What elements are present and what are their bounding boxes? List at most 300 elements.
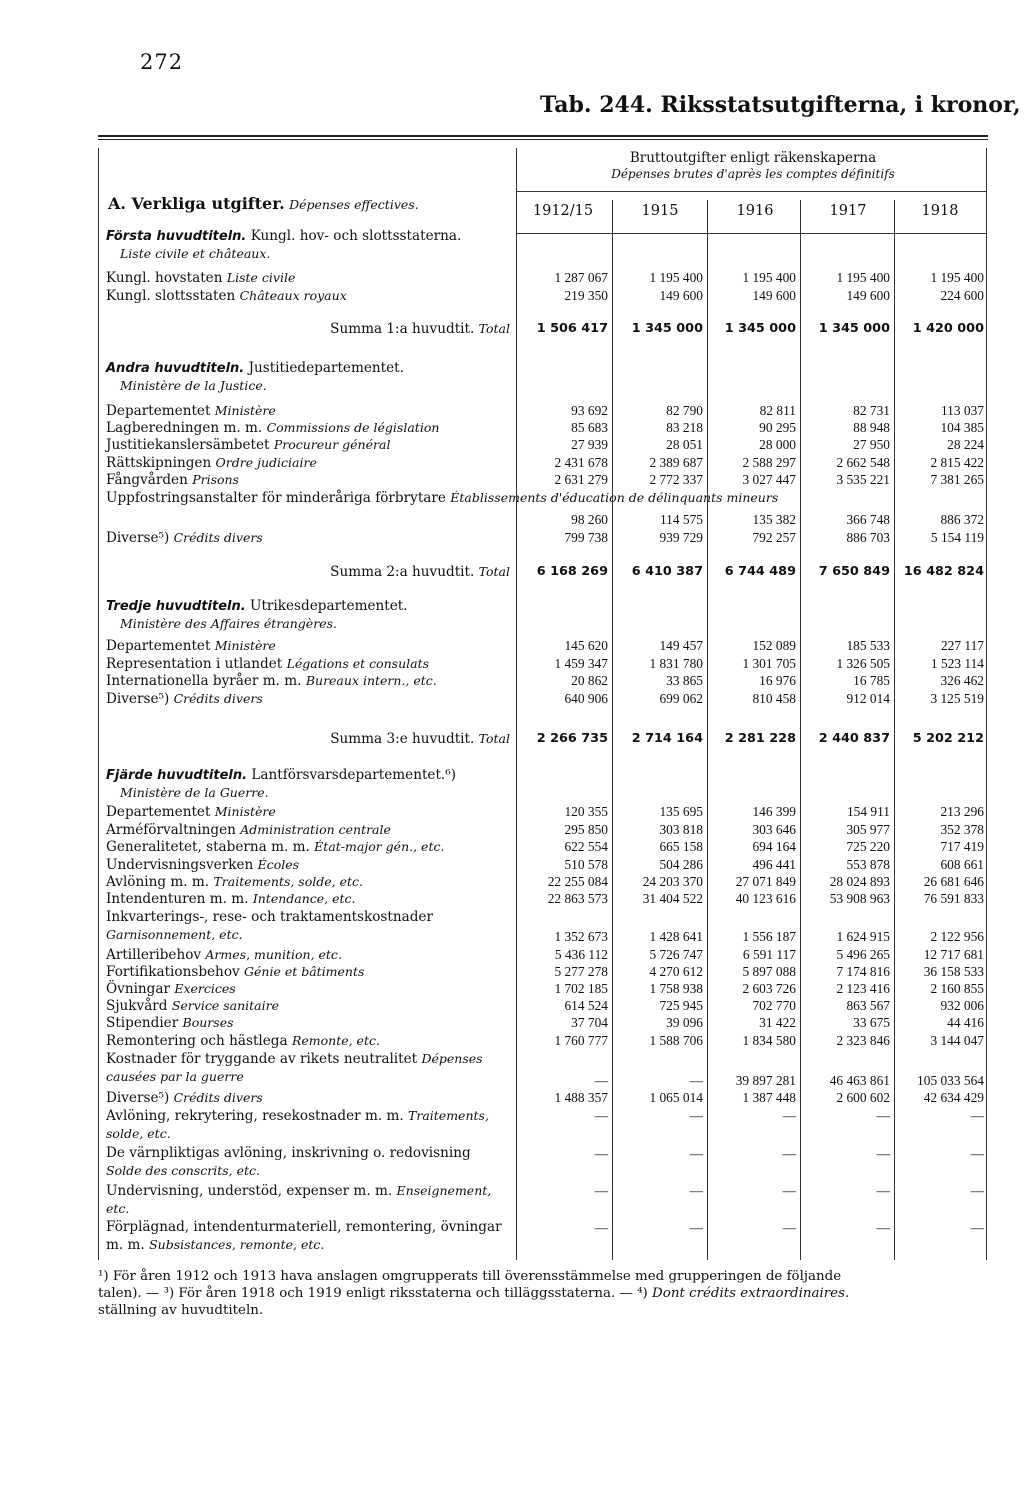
table-title: Tab. 244. Riksstatsutgifterna, i kronor, bbox=[540, 92, 1021, 118]
sum-value: 6 168 269 bbox=[536, 564, 608, 579]
row-label-sv: Diverse⁵) bbox=[106, 530, 170, 546]
row-label bbox=[106, 1032, 510, 1050]
cell-value: 3 535 221 bbox=[836, 472, 890, 487]
sum-value: 2 440 837 bbox=[818, 731, 890, 746]
cell-value: 939 729 bbox=[659, 530, 703, 545]
group-heading-title: Fjärde huvudtiteln. bbox=[106, 768, 248, 783]
cell-value: — bbox=[876, 1183, 890, 1198]
cell-value: 88 948 bbox=[853, 420, 890, 435]
cell-value: 2 431 678 bbox=[554, 455, 608, 470]
sum-label-sv: Summa 2:a huvudtit. bbox=[330, 564, 475, 580]
row-label bbox=[106, 672, 437, 690]
footnote-2-text: talen). — ³) För åren 1918 och 1919 enligt riksstaterna och tilläggsstaterna. — ⁴) bbox=[98, 1286, 648, 1301]
cell-value: 725 945 bbox=[659, 998, 703, 1013]
cell-value: — bbox=[594, 1183, 608, 1198]
row-label bbox=[106, 873, 510, 891]
row-label bbox=[106, 489, 778, 507]
row-label-sv: Fångvården bbox=[106, 472, 188, 488]
cell-value: 699 062 bbox=[659, 691, 703, 706]
cell-value: 622 554 bbox=[564, 839, 608, 854]
row-label bbox=[106, 838, 510, 856]
cell-value: 886 703 bbox=[846, 530, 890, 545]
cell-value: 504 286 bbox=[659, 857, 703, 872]
row-label bbox=[106, 419, 439, 437]
cell-value: 1 523 114 bbox=[930, 656, 984, 671]
cell-value: — bbox=[782, 1183, 796, 1198]
sum-value: 1 345 000 bbox=[631, 321, 703, 336]
cell-value: 22 255 084 bbox=[547, 874, 608, 889]
row-label-fr: Génie et bâtiments bbox=[244, 964, 365, 979]
cell-value: 5 496 265 bbox=[836, 947, 890, 962]
row-label bbox=[106, 1014, 510, 1032]
cell-value: 2 600 602 bbox=[836, 1090, 890, 1105]
row-label bbox=[106, 690, 263, 708]
cell-value: 3 125 519 bbox=[930, 691, 984, 706]
cell-value: 799 738 bbox=[564, 530, 608, 545]
cell-value: 154 911 bbox=[846, 804, 890, 819]
cell-value: 2 122 956 bbox=[930, 929, 984, 944]
cell-value: 1 488 357 bbox=[554, 1090, 608, 1105]
cell-value: 2 815 422 bbox=[930, 455, 984, 470]
row-label-sv: Lagberedningen m. m. bbox=[106, 420, 263, 436]
cell-value: 1 760 777 bbox=[554, 1033, 608, 1048]
cell-value: 26 681 646 bbox=[923, 874, 984, 889]
cell-value: 863 567 bbox=[846, 998, 890, 1013]
cell-value: 149 600 bbox=[846, 288, 890, 303]
row-label bbox=[106, 1107, 510, 1143]
cell-value: 31 404 522 bbox=[642, 891, 703, 906]
row-label-fr: Ordre judiciaire bbox=[215, 455, 317, 470]
cell-value: 2 389 687 bbox=[649, 455, 703, 470]
cell-value: 2 603 726 bbox=[742, 981, 796, 996]
cell-value: 2 588 297 bbox=[742, 455, 796, 470]
cell-value: 1 301 705 bbox=[742, 656, 796, 671]
cell-value: 792 257 bbox=[752, 530, 796, 545]
footnote-2 bbox=[98, 1286, 988, 1302]
left-border bbox=[98, 148, 99, 1260]
cell-value: 39 897 281 bbox=[735, 1073, 796, 1088]
footnote-2-fr: Dont crédits extraordinaires. bbox=[652, 1286, 850, 1301]
cell-value: 5 154 119 bbox=[930, 530, 984, 545]
cell-value: 152 089 bbox=[752, 638, 796, 653]
row-label-sv: Departementet bbox=[106, 638, 211, 654]
row-label bbox=[106, 655, 429, 673]
section-a-title-fr: Dépenses effectives. bbox=[289, 197, 419, 212]
row-label bbox=[106, 963, 510, 981]
cell-value: 39 096 bbox=[666, 1015, 703, 1030]
row-label-fr: Bourses bbox=[182, 1015, 234, 1030]
cell-value: — bbox=[876, 1146, 890, 1161]
cell-value: 114 575 bbox=[659, 512, 703, 527]
cell-value: — bbox=[876, 1220, 890, 1235]
cell-value: 120 355 bbox=[564, 804, 608, 819]
cell-value: 76 591 833 bbox=[923, 891, 984, 906]
cell-value: 46 463 861 bbox=[829, 1073, 890, 1088]
footnote-1: ¹) För åren 1912 och 1913 hava anslagen omgrupperats till överensstämmelse med grupperingen de följande bbox=[98, 1269, 842, 1284]
cell-value: 1 834 580 bbox=[742, 1033, 796, 1048]
cell-value: 185 533 bbox=[846, 638, 890, 653]
cell-value: 2 323 846 bbox=[836, 1033, 890, 1048]
row-label-sv: Kungl. slottsstaten bbox=[106, 288, 236, 304]
sum-label-fr: Total bbox=[478, 731, 510, 746]
cell-value: 912 014 bbox=[846, 691, 890, 706]
header-rule bbox=[516, 191, 986, 192]
row-label-sv: Avlöning m. m. bbox=[106, 874, 210, 890]
cell-value: 5 436 112 bbox=[554, 947, 608, 962]
row-label-sv: Artilleribehov bbox=[106, 947, 202, 963]
row-label-fr: Administration centrale bbox=[240, 822, 391, 837]
cell-value: 149 600 bbox=[752, 288, 796, 303]
cell-value: — bbox=[594, 1108, 608, 1123]
cell-value: 44 416 bbox=[947, 1015, 984, 1030]
row-label-fr: État-major gén., etc. bbox=[314, 839, 445, 854]
cell-value: 213 296 bbox=[940, 804, 984, 819]
top-rule-thin bbox=[98, 139, 988, 140]
cell-value: 303 646 bbox=[752, 822, 796, 837]
sum-value: 2 266 735 bbox=[536, 731, 608, 746]
cell-value: — bbox=[594, 1220, 608, 1235]
row-label-fr: Dépenses causées par la guerre bbox=[106, 1051, 483, 1084]
cell-value: 717 419 bbox=[940, 839, 984, 854]
cell-value: 219 350 bbox=[564, 288, 608, 303]
cell-value: 1 624 915 bbox=[836, 929, 890, 944]
group-heading bbox=[106, 598, 408, 615]
sum-value: 5 202 212 bbox=[912, 731, 984, 746]
cell-value: 1 195 400 bbox=[649, 270, 703, 285]
cell-value: 2 662 548 bbox=[836, 455, 890, 470]
row-label bbox=[106, 803, 510, 821]
sum-value: 6 744 489 bbox=[724, 564, 796, 579]
cell-value: 85 683 bbox=[571, 420, 608, 435]
group-heading-fr: Ministère de la Guerre. bbox=[120, 785, 269, 800]
group-heading-fr: Liste civile et châteaux. bbox=[120, 246, 271, 261]
sum-value: 1 506 417 bbox=[536, 321, 608, 336]
row-label-sv: Uppfostringsanstalter för minderåriga förbrytare bbox=[106, 490, 446, 506]
sum-value: 1 345 000 bbox=[724, 321, 796, 336]
row-label-fr: Ministère bbox=[214, 804, 276, 819]
cell-value: 135 382 bbox=[752, 512, 796, 527]
row-label bbox=[106, 1219, 510, 1254]
row-label-fr: Service sanitaire bbox=[171, 998, 279, 1013]
cell-value: 1 702 185 bbox=[554, 981, 608, 996]
cell-value: 702 770 bbox=[752, 998, 796, 1013]
cell-value: 36 158 533 bbox=[923, 964, 984, 979]
row-label-sv: Departementet bbox=[106, 403, 211, 419]
cell-value: 31 422 bbox=[759, 1015, 796, 1030]
cell-value: 28 051 bbox=[666, 437, 703, 452]
sum-value: 2 281 228 bbox=[724, 731, 796, 746]
cell-value: 27 071 849 bbox=[735, 874, 796, 889]
cell-value: 149 457 bbox=[659, 638, 703, 653]
cell-value: 27 950 bbox=[853, 437, 890, 452]
row-label bbox=[106, 821, 510, 839]
cell-value: 105 033 564 bbox=[917, 1073, 984, 1088]
cell-value: — bbox=[689, 1108, 703, 1123]
cell-value: — bbox=[689, 1220, 703, 1235]
cell-value: 27 939 bbox=[571, 437, 608, 452]
sum-value: 2 714 164 bbox=[631, 731, 703, 746]
row-label-fr: Exercices bbox=[174, 981, 236, 996]
cell-value: 608 661 bbox=[940, 857, 984, 872]
cell-value: 40 123 616 bbox=[735, 891, 796, 906]
cell-value: 135 695 bbox=[659, 804, 703, 819]
cell-value: 104 385 bbox=[940, 420, 984, 435]
cell-value: 28 224 bbox=[947, 437, 984, 452]
row-label-fr: Ministère bbox=[214, 638, 276, 653]
sum-label-sv: Summa 1:a huvudtit. bbox=[330, 321, 475, 337]
cell-value: 725 220 bbox=[846, 839, 890, 854]
right-border bbox=[986, 148, 987, 1260]
year-header: 1917 bbox=[829, 203, 867, 219]
row-label-fr: Subsistances, remonte, etc. bbox=[149, 1237, 325, 1252]
row-label-sv: Remontering och hästlega bbox=[106, 1033, 288, 1049]
row-label-fr: Écoles bbox=[257, 857, 300, 872]
row-label-sv: Förplägnad, intendenturmateriell, remontering, övningar m. m. bbox=[106, 1219, 502, 1253]
row-label bbox=[106, 856, 510, 874]
row-label-fr: Procureur général bbox=[273, 437, 391, 452]
cell-value: 1 428 641 bbox=[649, 929, 703, 944]
cell-value: — bbox=[689, 1183, 703, 1198]
cell-value: 1 556 187 bbox=[742, 929, 796, 944]
cell-value: 16 976 bbox=[759, 673, 796, 688]
cell-value: 1 352 673 bbox=[554, 929, 608, 944]
year-rule bbox=[516, 233, 986, 234]
cell-value: 886 372 bbox=[940, 512, 984, 527]
row-label-sv: Departementet bbox=[106, 804, 211, 820]
cell-value: 295 850 bbox=[564, 822, 608, 837]
row-label-fr: Traitements, solde, etc. bbox=[106, 1108, 489, 1141]
cell-value: 224 600 bbox=[940, 288, 984, 303]
cell-value: — bbox=[970, 1146, 984, 1161]
section-a-title-sv: A. Verkliga utgifter. bbox=[108, 194, 285, 213]
cell-value: 5 277 278 bbox=[554, 964, 608, 979]
row-label-sv: Diverse⁵) bbox=[106, 691, 170, 707]
group-heading-dept: Kungl. hov- och slottsstaterna. bbox=[250, 228, 462, 244]
row-label-sv: Rättskipningen bbox=[106, 455, 212, 471]
sum-value: 1 420 000 bbox=[912, 321, 984, 336]
row-label-fr: Liste civile bbox=[226, 270, 296, 285]
cell-value: — bbox=[689, 1073, 703, 1088]
row-label-fr: Châteaux royaux bbox=[239, 288, 347, 303]
row-label-sv: Kostnader för tryggande av rikets neutralitet bbox=[106, 1051, 418, 1067]
row-label bbox=[106, 890, 510, 908]
cell-value: 810 458 bbox=[752, 691, 796, 706]
cell-value: 93 692 bbox=[571, 403, 608, 418]
year-header: 1915 bbox=[641, 203, 679, 219]
year-header: 1912/15 bbox=[532, 203, 594, 219]
row-label-sv: Inkvarterings-, rese- och traktamentskostnader bbox=[106, 909, 433, 925]
cell-value: 28 000 bbox=[759, 437, 796, 452]
cell-value: 6 591 117 bbox=[742, 947, 796, 962]
row-label bbox=[106, 471, 239, 489]
page-number: 272 bbox=[140, 50, 184, 74]
row-label-fr: Bureaux intern., etc. bbox=[305, 673, 437, 688]
row-label-sv: Arméförvaltningen bbox=[106, 822, 236, 838]
cell-value: 932 006 bbox=[940, 998, 984, 1013]
cell-value: — bbox=[876, 1108, 890, 1123]
header-line2: Dépenses brutes d'après les comptes définitifs bbox=[611, 167, 895, 181]
cell-value: 5 897 088 bbox=[742, 964, 796, 979]
cell-value: 2 631 279 bbox=[554, 472, 608, 487]
column-divider bbox=[894, 200, 895, 1260]
cell-value: 305 977 bbox=[846, 822, 890, 837]
sum-value: 16 482 824 bbox=[903, 564, 984, 579]
row-label-sv: De värnpliktigas avlöning, inskrivning o. redovisning bbox=[106, 1145, 471, 1161]
row-label bbox=[106, 1145, 510, 1180]
row-label-sv: Kungl. hovstaten bbox=[106, 270, 223, 286]
cell-value: 640 906 bbox=[564, 691, 608, 706]
cell-value: 1 287 067 bbox=[554, 270, 608, 285]
cell-value: 366 748 bbox=[846, 512, 890, 527]
sum-value: 6 410 387 bbox=[631, 564, 703, 579]
year-header: 1918 bbox=[921, 203, 959, 219]
row-label-sv: Stipendier bbox=[106, 1015, 179, 1031]
row-label-sv: Fortifikationsbehov bbox=[106, 964, 240, 980]
top-rule bbox=[98, 135, 988, 137]
row-label bbox=[106, 287, 347, 305]
cell-value: 1 387 448 bbox=[742, 1090, 796, 1105]
row-label-fr: Enseignement, etc. bbox=[106, 1183, 492, 1216]
cell-value: 1 459 347 bbox=[554, 656, 608, 671]
row-label bbox=[106, 436, 390, 454]
cell-value: 665 158 bbox=[659, 839, 703, 854]
cell-value: 7 174 816 bbox=[836, 964, 890, 979]
cell-value: 510 578 bbox=[564, 857, 608, 872]
row-label bbox=[106, 1089, 510, 1107]
cell-value: 1 831 780 bbox=[649, 656, 703, 671]
row-label bbox=[106, 1182, 510, 1218]
cell-value: 352 378 bbox=[940, 822, 984, 837]
cell-value: 33 865 bbox=[666, 673, 703, 688]
cell-value: 1 758 938 bbox=[649, 981, 703, 996]
row-label-fr: Intendance, etc. bbox=[252, 891, 356, 906]
cell-value: 12 717 681 bbox=[923, 947, 984, 962]
cell-value: 5 726 747 bbox=[649, 947, 703, 962]
row-label bbox=[106, 637, 276, 655]
cell-value: 4 270 612 bbox=[649, 964, 703, 979]
cell-value: 2 123 416 bbox=[836, 981, 890, 996]
sum-label-fr: Total bbox=[478, 564, 510, 579]
group-heading bbox=[106, 360, 404, 377]
cell-value: 42 634 429 bbox=[923, 1090, 984, 1105]
row-label-fr: Commissions de législation bbox=[266, 420, 440, 435]
cell-value: — bbox=[970, 1220, 984, 1235]
cell-value: 53 908 963 bbox=[829, 891, 890, 906]
sum-label bbox=[260, 730, 510, 748]
row-label bbox=[106, 909, 510, 944]
row-label bbox=[106, 529, 263, 547]
row-label bbox=[106, 269, 295, 287]
row-label-fr: Crédits divers bbox=[173, 1090, 263, 1105]
row-label bbox=[106, 997, 510, 1015]
cell-value: 28 024 893 bbox=[829, 874, 890, 889]
cell-value: 614 524 bbox=[564, 998, 608, 1013]
row-label-sv: Generalitetet, staberna m. m. bbox=[106, 839, 310, 855]
cell-value: 98 260 bbox=[571, 512, 608, 527]
row-label-sv: Justitiekanslersämbetet bbox=[106, 437, 270, 453]
group-heading-title: Första huvudtiteln. bbox=[106, 229, 247, 244]
row-label-sv: Undervisning, understöd, expenser m. m. bbox=[106, 1183, 393, 1199]
row-label-sv: Representation i utlandet bbox=[106, 656, 283, 672]
cell-value: 3 027 447 bbox=[742, 472, 796, 487]
cell-value: 20 862 bbox=[571, 673, 608, 688]
cell-value: 2 160 855 bbox=[930, 981, 984, 996]
row-label-fr: Crédits divers bbox=[173, 691, 263, 706]
cell-value: 303 818 bbox=[659, 822, 703, 837]
row-label-fr: Ministère bbox=[214, 403, 276, 418]
row-label-fr: Armes, munition, etc. bbox=[205, 947, 342, 962]
cell-value: 1 195 400 bbox=[836, 270, 890, 285]
cell-value: 496 441 bbox=[752, 857, 796, 872]
row-label-sv: Diverse⁵) bbox=[106, 1090, 170, 1106]
row-label-fr: Traitements, solde, etc. bbox=[213, 874, 363, 889]
group-heading-dept: Justitiedepartementet. bbox=[248, 360, 404, 376]
cell-value: 90 295 bbox=[759, 420, 796, 435]
sum-label bbox=[260, 563, 510, 581]
sum-label bbox=[260, 320, 510, 338]
cell-value: 83 218 bbox=[666, 420, 703, 435]
cell-value: 82 811 bbox=[759, 403, 796, 418]
cell-value: — bbox=[782, 1108, 796, 1123]
cell-value: 227 117 bbox=[940, 638, 984, 653]
sum-label-sv: Summa 3:e huvudtit. bbox=[330, 731, 475, 747]
sum-value: 1 345 000 bbox=[818, 321, 890, 336]
column-divider bbox=[612, 200, 613, 1260]
cell-value: 326 462 bbox=[940, 673, 984, 688]
cell-value: 7 381 265 bbox=[930, 472, 984, 487]
cell-value: — bbox=[594, 1146, 608, 1161]
header-line1: Bruttoutgifter enligt räkenskaperna bbox=[629, 150, 877, 166]
group-heading bbox=[106, 767, 456, 784]
row-label-sv: Internationella byråer m. m. bbox=[106, 673, 302, 689]
cell-value: 1 065 014 bbox=[649, 1090, 703, 1105]
row-label-fr: Établissements d'éducation de délinquants mineurs bbox=[450, 490, 779, 505]
row-label-fr: Remonte, etc. bbox=[291, 1033, 380, 1048]
cell-value: 146 399 bbox=[752, 804, 796, 819]
row-label-sv: Intendenturen m. m. bbox=[106, 891, 249, 907]
cell-value: 113 037 bbox=[940, 403, 984, 418]
cell-value: 1 195 400 bbox=[742, 270, 796, 285]
cell-value: 1 326 505 bbox=[836, 656, 890, 671]
cell-value: — bbox=[970, 1183, 984, 1198]
row-label-sv: Sjukvård bbox=[106, 998, 168, 1014]
cell-value: 1 588 706 bbox=[649, 1033, 703, 1048]
cell-value: — bbox=[782, 1146, 796, 1161]
row-label bbox=[106, 946, 510, 964]
cell-value: — bbox=[970, 1108, 984, 1123]
cell-value: — bbox=[594, 1073, 608, 1088]
group-heading-fr: Ministère des Affaires étrangères. bbox=[120, 616, 337, 631]
cell-value: 2 772 337 bbox=[649, 472, 703, 487]
row-label bbox=[106, 980, 510, 998]
cell-value: — bbox=[782, 1220, 796, 1235]
stub-divider bbox=[516, 148, 517, 1260]
sum-label-fr: Total bbox=[478, 321, 510, 336]
row-label-fr: Garnisonnement, etc. bbox=[106, 927, 243, 942]
group-heading-fr: Ministère de la Justice. bbox=[120, 378, 267, 393]
footnote-3: ställning av huvudtiteln. bbox=[98, 1303, 264, 1318]
group-heading bbox=[106, 228, 461, 245]
cell-value: 24 203 370 bbox=[642, 874, 703, 889]
cell-value: 553 878 bbox=[846, 857, 890, 872]
row-label-fr: Solde des conscrits, etc. bbox=[106, 1163, 260, 1178]
year-header: 1916 bbox=[736, 203, 774, 219]
cell-value: 149 600 bbox=[659, 288, 703, 303]
row-label-sv: Undervisningsverken bbox=[106, 857, 254, 873]
row-label bbox=[106, 454, 317, 472]
row-label bbox=[106, 1050, 510, 1086]
cell-value: 1 195 400 bbox=[930, 270, 984, 285]
